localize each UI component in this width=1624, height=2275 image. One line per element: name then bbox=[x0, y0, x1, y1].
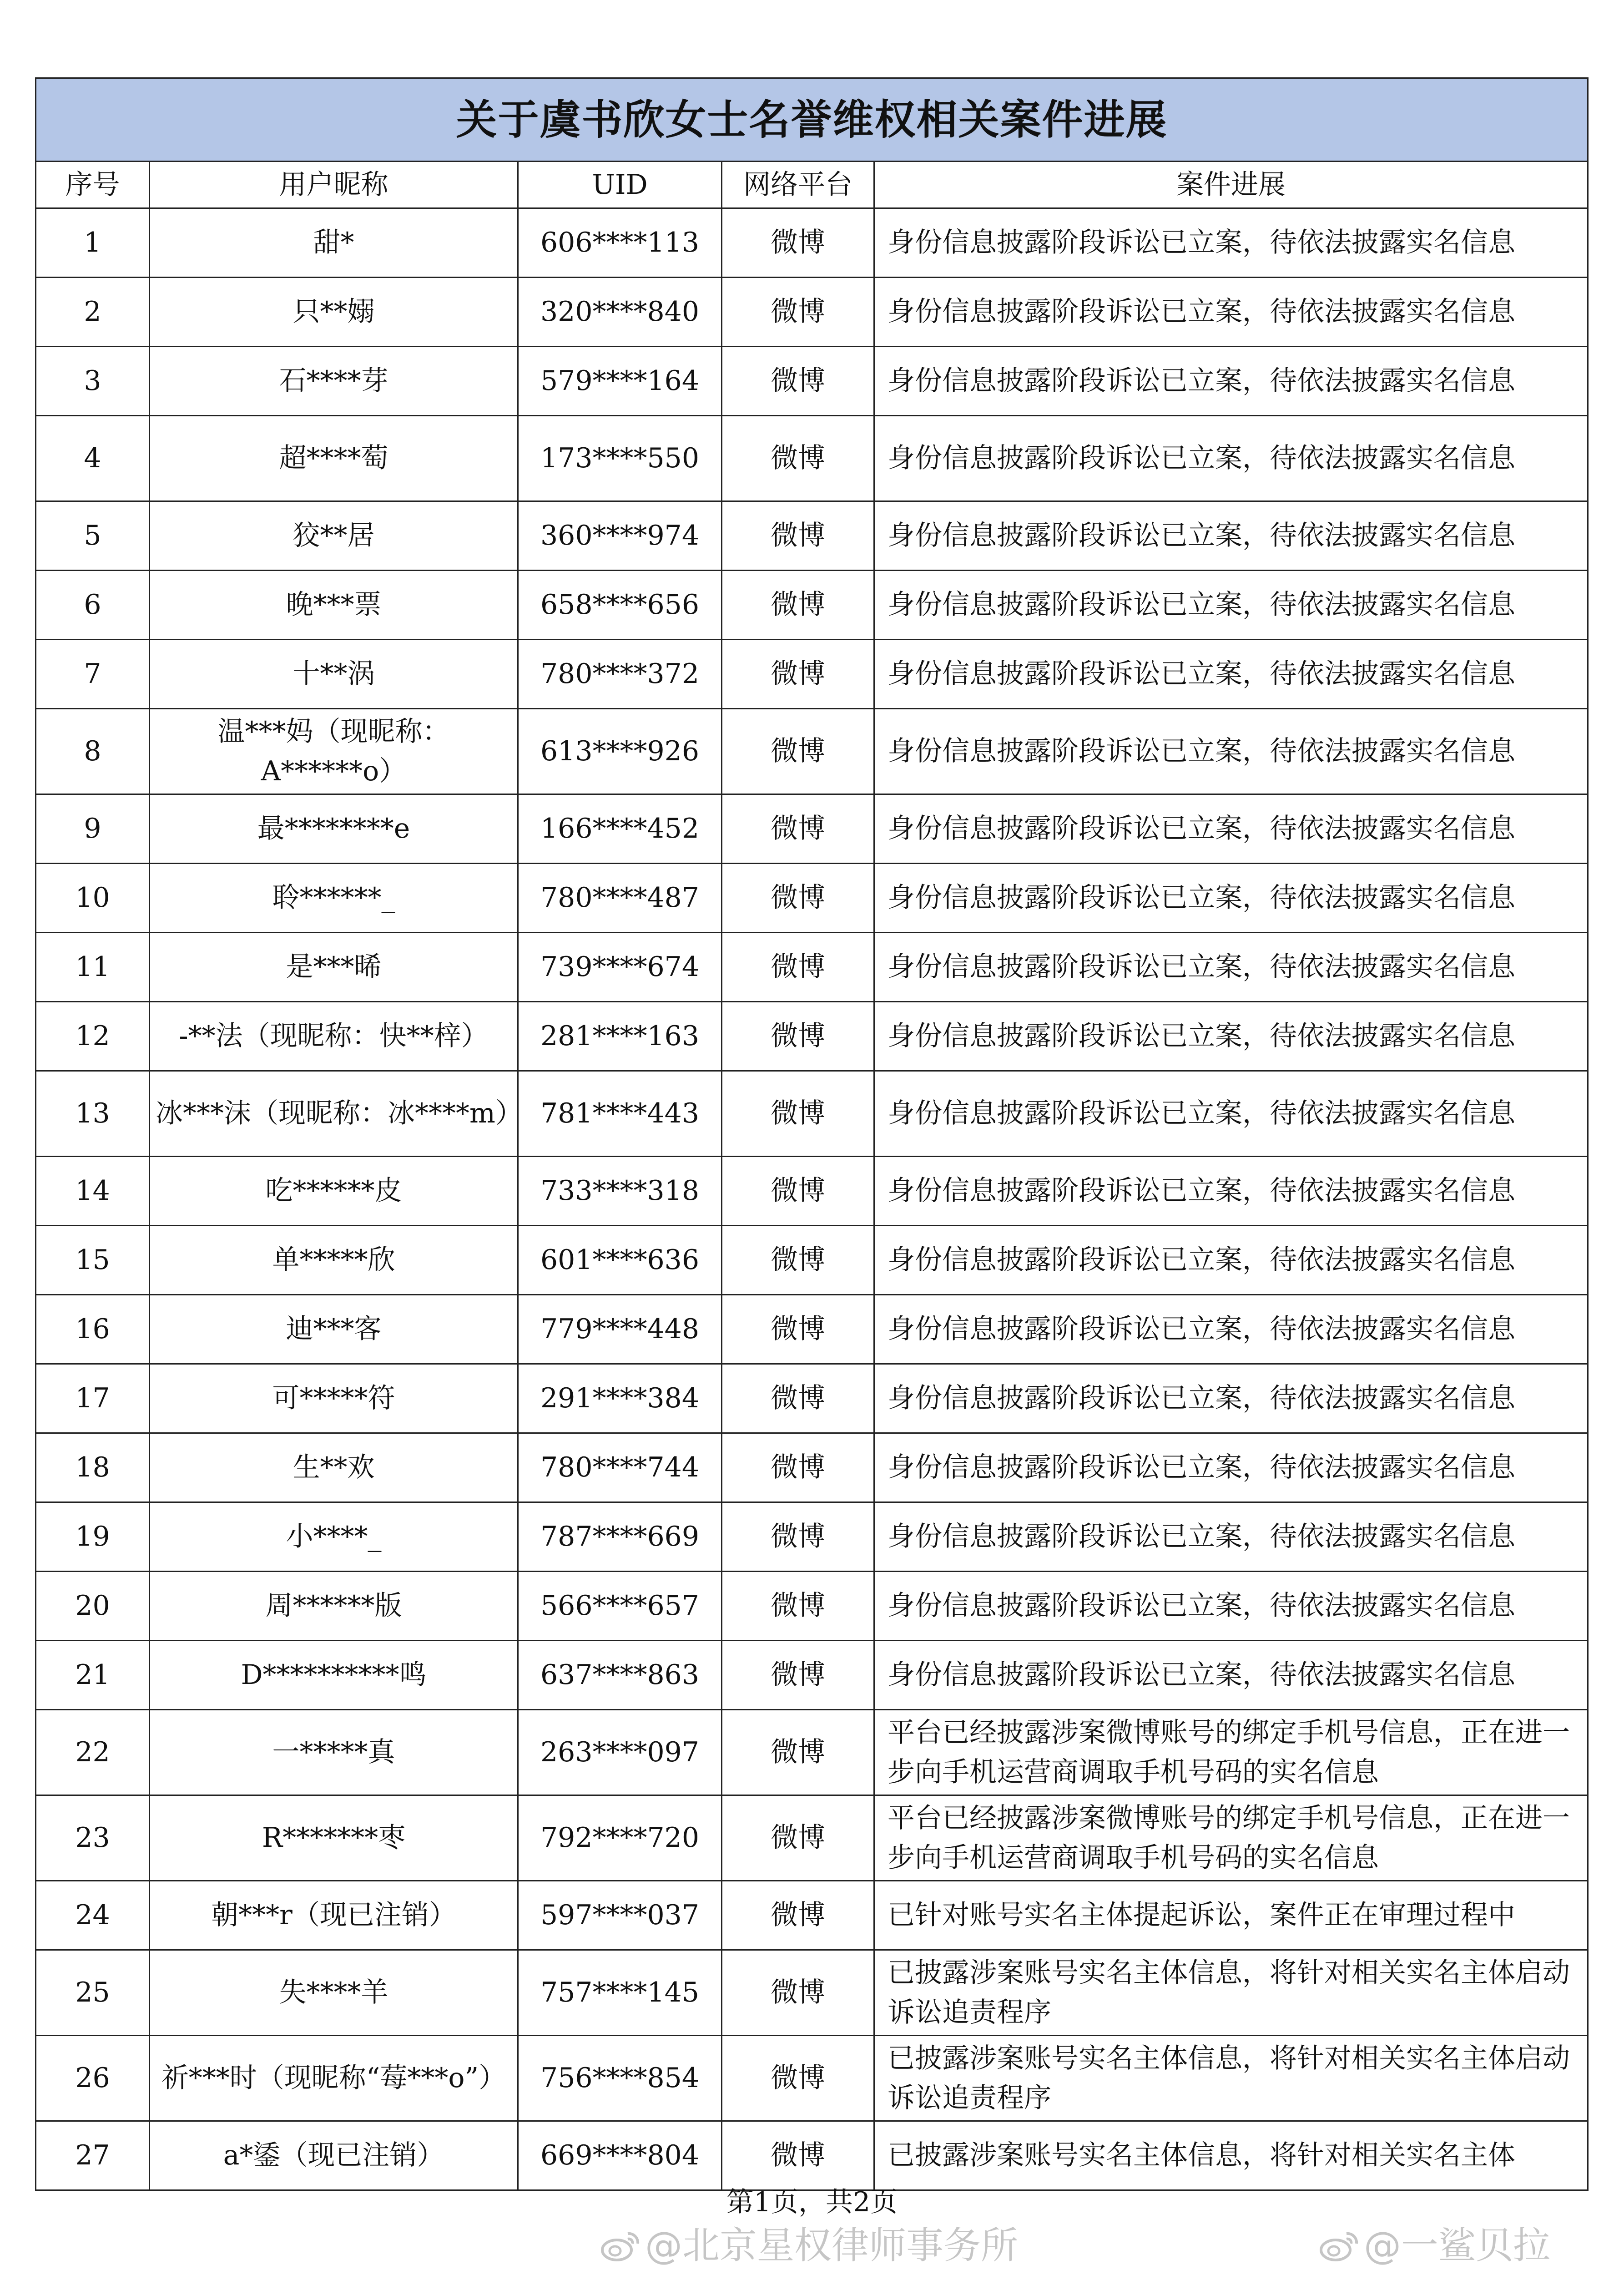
cell-number: 20 bbox=[36, 1572, 150, 1641]
cell-platform: 微博 bbox=[722, 1364, 874, 1433]
cell-nickname: 是***晞 bbox=[150, 933, 518, 1002]
table-row bbox=[36, 571, 1588, 640]
table-row bbox=[36, 864, 1588, 933]
cell-nickname: 单*****欣 bbox=[150, 1226, 518, 1295]
cell-uid: 781****443 bbox=[518, 1071, 722, 1157]
cell-nickname: 吃******皮 bbox=[150, 1157, 518, 1226]
cell-uid: 780****372 bbox=[518, 640, 722, 709]
cell-uid: 601****636 bbox=[518, 1226, 722, 1295]
cell-platform: 微博 bbox=[722, 1572, 874, 1641]
cell-progress: 身份信息披露阶段诉讼已立案，待依法披露实名信息 bbox=[874, 1641, 1588, 1710]
page-number: 第1页，共2页 bbox=[726, 2186, 898, 2218]
table-row bbox=[36, 2036, 1588, 2121]
table-row bbox=[36, 416, 1588, 501]
cell-nickname: 只**嫋 bbox=[150, 278, 518, 347]
table-row bbox=[36, 1502, 1588, 1572]
cell-uid: 658****656 bbox=[518, 571, 722, 640]
cell-platform: 微博 bbox=[722, 278, 874, 347]
cell-progress: 身份信息披露阶段诉讼已立案，待依法披露实名信息 bbox=[874, 1433, 1588, 1502]
cell-nickname: 冰***沫（现昵称：冰****m） bbox=[150, 1071, 518, 1157]
table-row bbox=[36, 794, 1588, 864]
cell-progress: 身份信息披露阶段诉讼已立案，待依法披露实名信息 bbox=[874, 864, 1588, 933]
cell-number: 21 bbox=[36, 1641, 150, 1710]
cell-number: 19 bbox=[36, 1502, 150, 1572]
cell-number: 27 bbox=[36, 2121, 150, 2190]
table-row bbox=[36, 1433, 1588, 1502]
cell-nickname: 聆******_ bbox=[150, 864, 518, 933]
cell-platform: 微博 bbox=[722, 1002, 874, 1071]
table-row bbox=[36, 1710, 1588, 1795]
cell-nickname: 狡**居 bbox=[150, 501, 518, 571]
cell-number: 14 bbox=[36, 1157, 150, 1226]
cell-platform: 微博 bbox=[722, 1157, 874, 1226]
cell-uid: 787****669 bbox=[518, 1502, 722, 1572]
cell-platform: 微博 bbox=[722, 709, 874, 794]
cell-platform: 微博 bbox=[722, 1295, 874, 1364]
cell-progress: 已披露涉案账号实名主体信息，将针对相关实名主体 bbox=[874, 2121, 1588, 2190]
cell-platform: 微博 bbox=[722, 208, 874, 278]
cell-number: 13 bbox=[36, 1071, 150, 1157]
cell-nickname: 祈***时（现昵称“莓***o”） bbox=[150, 2036, 518, 2121]
case-progress-table bbox=[35, 77, 1589, 2191]
table-row bbox=[36, 278, 1588, 347]
cell-number: 2 bbox=[36, 278, 150, 347]
weibo-logo-icon bbox=[1319, 2230, 1359, 2262]
cell-platform: 微博 bbox=[722, 571, 874, 640]
cell-uid: 757****145 bbox=[518, 1950, 722, 2036]
cell-platform: 微博 bbox=[722, 933, 874, 1002]
cell-number: 12 bbox=[36, 1002, 150, 1071]
cell-number: 8 bbox=[36, 709, 150, 794]
cell-uid: 779****448 bbox=[518, 1295, 722, 1364]
cell-progress: 身份信息披露阶段诉讼已立案，待依法披露实名信息 bbox=[874, 640, 1588, 709]
cell-progress: 身份信息披露阶段诉讼已立案，待依法披露实名信息 bbox=[874, 1071, 1588, 1157]
cell-nickname: 石****芽 bbox=[150, 347, 518, 416]
cell-nickname: 一*****真 bbox=[150, 1710, 518, 1795]
cell-progress: 身份信息披露阶段诉讼已立案，待依法披露实名信息 bbox=[874, 347, 1588, 416]
cell-progress: 身份信息披露阶段诉讼已立案，待依法披露实名信息 bbox=[874, 501, 1588, 571]
cell-progress: 已针对账号实名主体提起诉讼，案件正在审理过程中 bbox=[874, 1881, 1588, 1950]
cell-progress: 身份信息披露阶段诉讼已立案，待依法披露实名信息 bbox=[874, 571, 1588, 640]
cell-progress: 身份信息披露阶段诉讼已立案，待依法披露实名信息 bbox=[874, 416, 1588, 501]
cell-platform: 微博 bbox=[722, 640, 874, 709]
cell-number: 1 bbox=[36, 208, 150, 278]
cell-nickname: 周******版 bbox=[150, 1572, 518, 1641]
cell-uid: 637****863 bbox=[518, 1641, 722, 1710]
cell-nickname: 迪***客 bbox=[150, 1295, 518, 1364]
table-row bbox=[36, 347, 1588, 416]
cell-uid: 291****384 bbox=[518, 1364, 722, 1433]
cell-platform: 微博 bbox=[722, 794, 874, 864]
cell-uid: 669****804 bbox=[518, 2121, 722, 2190]
cell-number: 3 bbox=[36, 347, 150, 416]
cell-number: 6 bbox=[36, 571, 150, 640]
table-row bbox=[36, 1226, 1588, 1295]
cell-uid: 792****720 bbox=[518, 1795, 722, 1881]
cell-number: 22 bbox=[36, 1710, 150, 1795]
cell-platform: 微博 bbox=[722, 1071, 874, 1157]
cell-progress: 身份信息披露阶段诉讼已立案，待依法披露实名信息 bbox=[874, 1157, 1588, 1226]
cell-platform: 微博 bbox=[722, 1881, 874, 1950]
table-row bbox=[36, 1157, 1588, 1226]
cell-platform: 微博 bbox=[722, 1226, 874, 1295]
cell-progress: 身份信息披露阶段诉讼已立案，待依法披露实名信息 bbox=[874, 1002, 1588, 1071]
column-header-nickname: 用户昵称 bbox=[150, 162, 518, 208]
cell-number: 26 bbox=[36, 2036, 150, 2121]
table-row bbox=[36, 501, 1588, 571]
cell-nickname: 失****羊 bbox=[150, 1950, 518, 2036]
cell-uid: 281****163 bbox=[518, 1002, 722, 1071]
cell-progress: 身份信息披露阶段诉讼已立案，待依法披露实名信息 bbox=[874, 1295, 1588, 1364]
cell-number: 23 bbox=[36, 1795, 150, 1881]
cell-number: 15 bbox=[36, 1226, 150, 1295]
cell-platform: 微博 bbox=[722, 347, 874, 416]
cell-platform: 微博 bbox=[722, 1710, 874, 1795]
cell-uid: 780****487 bbox=[518, 864, 722, 933]
watermark-user-text: @一鲨贝拉 bbox=[1364, 2224, 1551, 2267]
cell-nickname: 甜* bbox=[150, 208, 518, 278]
table-row bbox=[36, 208, 1588, 278]
cell-uid: 263****097 bbox=[518, 1710, 722, 1795]
cell-progress: 已披露涉案账号实名主体信息，将针对相关实名主体启动诉讼追责程序 bbox=[874, 2036, 1588, 2121]
cell-number: 17 bbox=[36, 1364, 150, 1433]
cell-nickname: a*鋈（现已注销） bbox=[150, 2121, 518, 2190]
cell-uid: 733****318 bbox=[518, 1157, 722, 1226]
cell-uid: 579****164 bbox=[518, 347, 722, 416]
table-row bbox=[36, 709, 1588, 794]
cell-nickname: 生**欢 bbox=[150, 1433, 518, 1502]
table-row bbox=[36, 1364, 1588, 1433]
cell-nickname: -**法（现昵称：快**梓） bbox=[150, 1002, 518, 1071]
cell-progress: 身份信息披露阶段诉讼已立案，待依法披露实名信息 bbox=[874, 933, 1588, 1002]
cell-uid: 166****452 bbox=[518, 794, 722, 864]
table-row bbox=[36, 933, 1588, 1002]
cell-progress: 平台已经披露涉案微博账号的绑定手机号信息，正在进一步向手机运营商调取手机号码的实名信息 bbox=[874, 1710, 1588, 1795]
cell-platform: 微博 bbox=[722, 1795, 874, 1881]
cell-number: 24 bbox=[36, 1881, 150, 1950]
cell-progress: 身份信息披露阶段诉讼已立案，待依法披露实名信息 bbox=[874, 1572, 1588, 1641]
table-row bbox=[36, 2121, 1588, 2190]
cell-progress: 身份信息披露阶段诉讼已立案，待依法披露实名信息 bbox=[874, 794, 1588, 864]
cell-nickname: 小****_ bbox=[150, 1502, 518, 1572]
column-header-progress: 案件进展 bbox=[874, 162, 1588, 208]
cell-uid: 613****926 bbox=[518, 709, 722, 794]
cell-number: 18 bbox=[36, 1433, 150, 1502]
weibo-logo-icon bbox=[600, 2230, 641, 2262]
table-row bbox=[36, 1572, 1588, 1641]
table-row bbox=[36, 1950, 1588, 2036]
cell-platform: 微博 bbox=[722, 864, 874, 933]
cell-number: 5 bbox=[36, 501, 150, 571]
cell-platform: 微博 bbox=[722, 2036, 874, 2121]
cell-progress: 身份信息披露阶段诉讼已立案，待依法披露实名信息 bbox=[874, 278, 1588, 347]
cell-progress: 身份信息披露阶段诉讼已立案，待依法披露实名信息 bbox=[874, 1502, 1588, 1572]
cell-uid: 566****657 bbox=[518, 1572, 722, 1641]
cell-nickname: R*******枣 bbox=[150, 1795, 518, 1881]
cell-number: 11 bbox=[36, 933, 150, 1002]
cell-progress: 平台已经披露涉案微博账号的绑定手机号信息，正在进一步向手机运营商调取手机号码的实名信息 bbox=[874, 1795, 1588, 1881]
cell-progress: 身份信息披露阶段诉讼已立案，待依法披露实名信息 bbox=[874, 1364, 1588, 1433]
cell-uid: 597****037 bbox=[518, 1881, 722, 1950]
watermark-user bbox=[1319, 2216, 1550, 2269]
cell-number: 10 bbox=[36, 864, 150, 933]
table-row bbox=[36, 1641, 1588, 1710]
table-row bbox=[36, 1295, 1588, 1364]
table-row bbox=[36, 1002, 1588, 1071]
watermark-lawfirm-text: @北京星权律师事务所 bbox=[645, 2224, 1019, 2267]
cell-uid: 756****854 bbox=[518, 2036, 722, 2121]
cell-nickname: 超****萄 bbox=[150, 416, 518, 501]
cell-number: 7 bbox=[36, 640, 150, 709]
cell-nickname: 最********e bbox=[150, 794, 518, 864]
cell-nickname: 十**涡 bbox=[150, 640, 518, 709]
cell-nickname: D**********鸣 bbox=[150, 1641, 518, 1710]
cell-platform: 微博 bbox=[722, 1502, 874, 1572]
cell-nickname: 晚***票 bbox=[150, 571, 518, 640]
cell-progress: 身份信息披露阶段诉讼已立案，待依法披露实名信息 bbox=[874, 1226, 1588, 1295]
watermark-lawfirm bbox=[600, 2216, 1018, 2269]
cell-uid: 320****840 bbox=[518, 278, 722, 347]
cell-platform: 微博 bbox=[722, 1433, 874, 1502]
document-title: 关于虞书欣女士名誉维权相关案件进展 bbox=[36, 78, 1588, 162]
table-row bbox=[36, 1071, 1588, 1157]
column-header-number: 序号 bbox=[36, 162, 150, 208]
cell-uid: 173****550 bbox=[518, 416, 722, 501]
cell-uid: 606****113 bbox=[518, 208, 722, 278]
cell-uid: 360****974 bbox=[518, 501, 722, 571]
cell-number: 16 bbox=[36, 1295, 150, 1364]
cell-number: 9 bbox=[36, 794, 150, 864]
column-header-platform: 网络平台 bbox=[722, 162, 874, 208]
cell-progress: 已披露涉案账号实名主体信息，将针对相关实名主体启动诉讼追责程序 bbox=[874, 1950, 1588, 2036]
cell-progress: 身份信息披露阶段诉讼已立案，待依法披露实名信息 bbox=[874, 208, 1588, 278]
cell-platform: 微博 bbox=[722, 1641, 874, 1710]
table-row bbox=[36, 1795, 1588, 1881]
cell-platform: 微博 bbox=[722, 2121, 874, 2190]
column-header-uid: UID bbox=[518, 162, 722, 208]
cell-nickname: 可*****符 bbox=[150, 1364, 518, 1433]
table-row bbox=[36, 640, 1588, 709]
cell-platform: 微博 bbox=[722, 416, 874, 501]
cell-nickname: 朝***r（现已注销） bbox=[150, 1881, 518, 1950]
cell-uid: 780****744 bbox=[518, 1433, 722, 1502]
cell-nickname: 温***妈（现昵称：A******o） bbox=[150, 709, 518, 794]
cell-number: 4 bbox=[36, 416, 150, 501]
cell-progress: 身份信息披露阶段诉讼已立案，待依法披露实名信息 bbox=[874, 709, 1588, 794]
cell-number: 25 bbox=[36, 1950, 150, 2036]
cell-uid: 739****674 bbox=[518, 933, 722, 1002]
cell-platform: 微博 bbox=[722, 1950, 874, 2036]
table-row bbox=[36, 1881, 1588, 1950]
cell-platform: 微博 bbox=[722, 501, 874, 571]
